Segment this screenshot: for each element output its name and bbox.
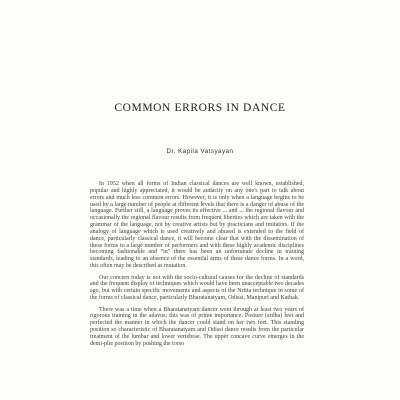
article-body <box>90 181 304 352</box>
body-paragraph: There was a time when a Bharatanatyam dancer went through at least two years of rigorous training in the adavus; this was of prime importance. Posture (ardha) feet and perfected the manner in which the dancer could stand on her two feet. This standing position so characteristic of Bharatanatyam and Odissi dance results from the particular treatment of the lumbar and lower vertebrae. The upper concave curve emerges in the demi-plie position by pushing the torso <box>90 306 304 347</box>
body-paragraph: In 1952 when all forms of Indian classical dances are well known, established, popular and highly appreciated, it would be audacity on any one's part to talk about errors and much less common errors. However, it is only when a language begins to be used by a large number of people at different levels that there is a danger of abuse of the language. Further still, a language proves its effective ... and ... the regional flavour and occasionally the regional flavour results from frequent liberties which are taken with the grammar of the language, not by creative artists but by practicians and imitators. If the analogy of language which is used creatively and abused is extended to the field of dance, particularly classical dance, it will become clear that with the dissemination of these forms to a large number of performers and with these highly academic disciplines becoming fashionable and "in" there has been an unfortunate decline in training standards, leading to an absence of the essential arms of these dance forms. In a word, this often may be described as mutation. <box>90 181 304 270</box>
author-byline: Dr. Kapila Vatsyayan <box>166 148 234 155</box>
body-paragraph: Our concern today is not with the socio-cultural causes for the decline of standards and the frequent display of techniques which would have been unacceptable two decades ago, but with certain specific movements and aspects of the Nritta technique in some of the forms of classical dance, particularly Bharatanatyam, Odissi, Manipuri and Kathak. <box>90 274 304 302</box>
article-title: COMMON ERRORS IN DANCE <box>114 102 286 114</box>
